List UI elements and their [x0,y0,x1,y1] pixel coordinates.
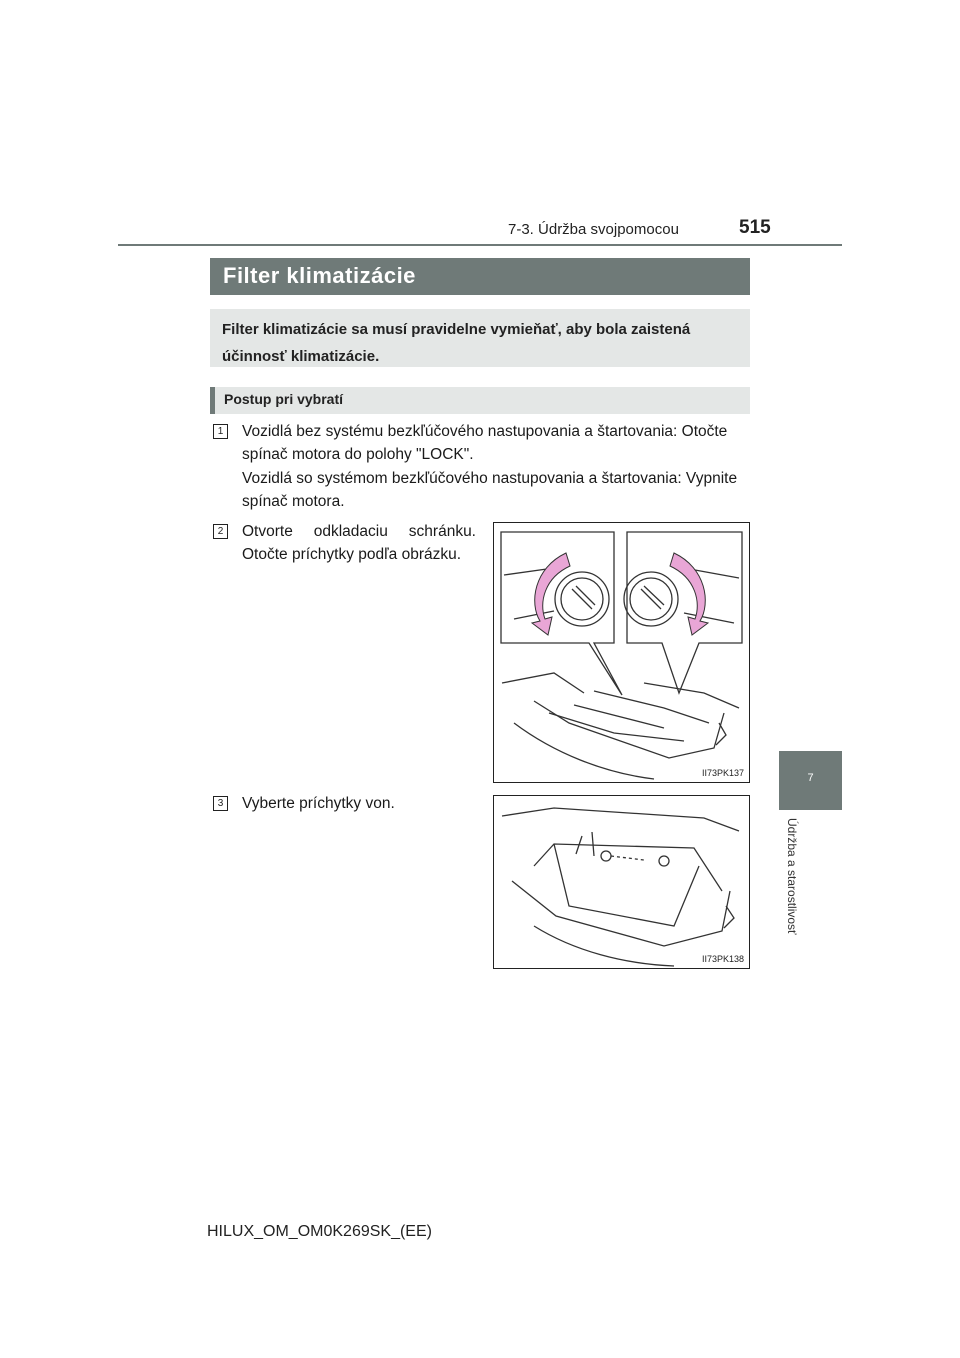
figure-code-1: II73PK137 [701,768,744,778]
step-number-2: 2 [213,524,228,539]
page-title: Filter klimatizácie [210,258,750,295]
glovebox-clips-illustration [494,523,749,782]
document-footer: HILUX_OM_OM0K269SK_(EE) [207,1223,432,1240]
glovebox-open-illustration [494,796,749,968]
step-number-1: 1 [213,424,228,439]
step-1-text-b: Vozidlá so systémom bezkľúčového nastupovania a štartovania: Vypnite spínač motora. [242,470,738,510]
section-header: 7-3. Údržba svojpomocou [508,221,679,238]
subheading-accent [210,387,215,414]
chapter-title: Údržba a starostlivosť [785,818,799,935]
step-number-3: 3 [213,796,228,811]
figure-code-2: II73PK138 [701,954,744,964]
step-2-text: Otvorte odkladaciu schránku. Otočte príchytky podľa obrázku. [242,523,476,563]
intro-box: Filter klimatizácie sa musí pravidelne vymieňať, aby bola zaistená účinnosť klimatizácie. [210,309,750,367]
step-1-text-a: Vozidlá bez systému bezkľúčového nastupovania a štartovania: Otočte spínač motora do polohy "LOCK". [242,423,728,463]
figure-turn-clips [493,522,750,783]
subheading: Postup pri vybratí [210,387,750,414]
header-rule [118,244,842,246]
page-number: 515 [739,217,771,238]
chapter-number: 7 [807,772,814,784]
step-3-text: Vyberte príchytky von. [242,795,395,812]
figure-remove-clips [493,795,750,969]
